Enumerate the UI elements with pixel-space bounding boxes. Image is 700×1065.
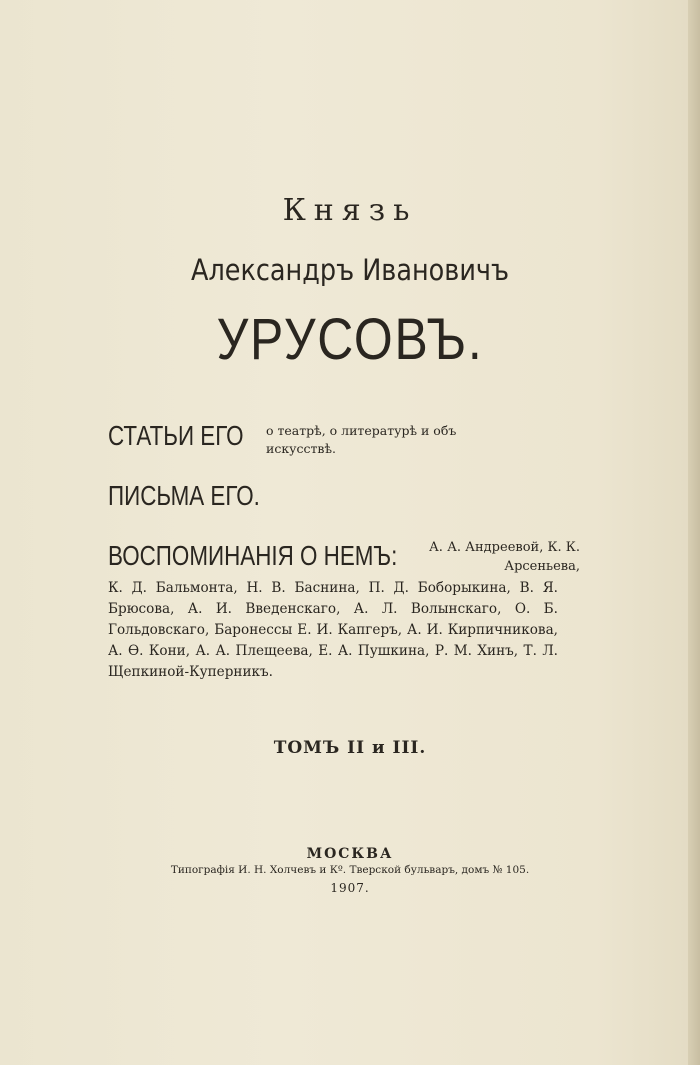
articles-heading: СТАТЬИ ЕГО xyxy=(108,420,244,451)
page-edge xyxy=(688,0,700,1065)
letters-heading: ПИСЬМА ЕГО. xyxy=(108,480,260,511)
imprint-city: МОСКВА xyxy=(306,846,394,862)
title-kniaz: Князь xyxy=(282,193,418,228)
memories-authors-list: К. Д. Бальмонта, Н. В. Баснина, П. Д. Боборыкина, В. Я. Брюсова, А. И. Введенскаго, А. Л. Волынскаго, О. Б. Гольдовскаго, Баронессы Е. И. Капгеръ, А. И. Кирпичникова, А. Ѳ. Кони, А. А. Плещеева, Е. А. Пушкина, Р. М. Хинъ, Т. Л. Щепкиной-Куперникъ. xyxy=(108,580,558,680)
memories-heading: ВОСПОМИНАНІЯ О НЕМЪ: xyxy=(108,540,398,571)
articles-subtitle: о театрѣ, о литературѣ и объ искусствѣ. xyxy=(266,423,457,456)
letters-section xyxy=(108,480,568,512)
imprint-year: 1907. xyxy=(330,881,370,895)
volume-label: ТОМЪ II и III. xyxy=(273,738,427,758)
memories-authors-first: А. А. Андреевой, К. К. Арсеньева, xyxy=(428,540,580,574)
title-surname: УРУСОВЪ. xyxy=(216,307,484,372)
title-name: Александръ Ивановичъ xyxy=(190,253,510,287)
imprint-printer: Типографія И. Н. Холчевъ и Кº. Тверской бульваръ, домъ № 105. xyxy=(170,864,530,876)
